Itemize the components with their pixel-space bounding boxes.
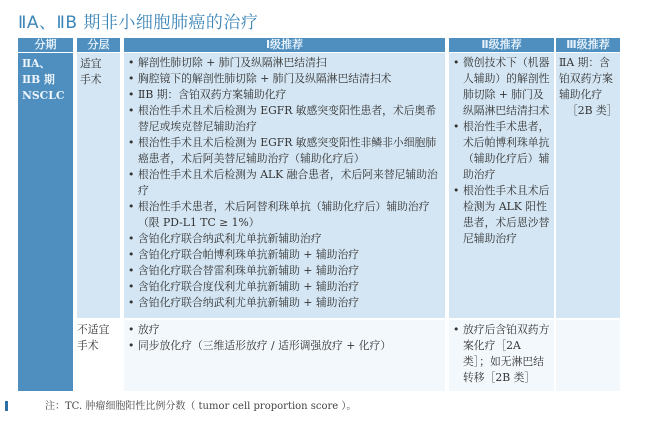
list-item: • 根治性手术且术后检测为 ALK 阳性患者，术后恩沙替尼辅助治疗 [451,183,550,247]
list-item: • 根治性手术患者，术后阿替利珠单抗（辅助化疗后）辅助治疗（限 PD-L1 TC ≥ 1%） [126,199,441,231]
list-item: • 同步放化疗（三维适形放疗 / 适形调强放疗 + 化疗） [126,338,441,354]
level2-cell-no-surgery [449,320,554,391]
level3-cell-no-surgery [556,320,620,391]
layer-cell-no-surgery [77,320,120,391]
list-item: • 放疗 [126,322,441,338]
stage-line: ⅡB 期 [22,73,55,86]
layer-label: 不适宜 [77,323,110,336]
list-item: • 放疗后含铂双药方案化疗［2A 类］；如无淋巴结转移［2B 类］ [451,322,550,386]
stage-cell [18,53,73,391]
page-title: ⅡA、ⅡB 期非小细胞肺癌的治疗 [18,13,259,33]
header-level1: Ⅰ级推荐 [124,38,445,52]
list-item: • 微创技术下（机器人辅助）的解剖性肺切除 + 肺门及纵隔淋巴结清扫术 [451,55,550,119]
level3-cell-surgery [556,53,620,318]
header-layer: 分层 [77,38,120,52]
list-item: • 含铂化疗联合纳武利尤单抗新辅助治疗 [126,231,441,247]
list-item: • 胸腔镜下的解剖性肺切除 + 肺门及纵隔淋巴结清扫术 [126,71,441,87]
list-item: • 含铂化疗联合帕博利珠单抗新辅助 + 辅助治疗 [126,247,441,263]
list-item: • 根治性手术患者，术后帕博利珠单抗（辅助化疗后）辅助治疗 [451,119,550,183]
evidence-category: ［2B 类］ [567,104,618,117]
level1-cell-no-surgery [124,320,445,391]
list-item: • ⅡB 期：含铂双药方案辅助化疗 [126,87,441,103]
list-item: • 含铂化疗联合纳武利尤单抗新辅助 + 辅助治疗 [126,295,441,311]
layer-label: 适宜 [80,57,102,70]
level3-text: ⅡA 期：含铂双药方案辅助化疗 [559,56,613,101]
list-item: • 根治性手术且术后检测为 ALK 融合患者，术后阿来替尼辅助治疗 [126,167,441,199]
list-item: • 根治性手术且术后检测为 EGFR 敏感突变阳性患者，术后奥希替尼或埃克替尼辅助治疗 [126,103,441,135]
header-level2: Ⅱ级推荐 [449,38,554,52]
level2-cell-surgery [449,53,554,318]
footnote: 注：TC. 肿瘤细胞阳性比例分数（ tumor cell proportion score ）。 [45,401,357,412]
list-item: • 根治性手术且术后检测为 EGFR 敏感突变阳性非鳞非小细胞肺癌患者，术后阿美替尼辅助治疗（辅助化疗后） [126,135,441,167]
layer-cell-surgery [77,53,120,318]
page-marker [5,401,8,411]
stage-line: ⅡA、 [22,57,51,70]
list-item: • 解剖性肺切除 + 肺门及纵隔淋巴结清扫 [126,55,441,71]
layer-label: 手术 [77,339,99,352]
list-item: • 含铂化疗联合度伐利尤单抗新辅助 + 辅助治疗 [126,279,441,295]
list-item: • 含铂化疗联合替雷利珠单抗新辅助 + 辅助治疗 [126,263,441,279]
header-level3: Ⅲ级推荐 [556,38,620,52]
layer-label: 手术 [80,73,102,86]
level1-cell-surgery [124,53,445,318]
header-stage: 分期 [18,38,73,52]
stage-line: NSCLC [22,89,65,102]
